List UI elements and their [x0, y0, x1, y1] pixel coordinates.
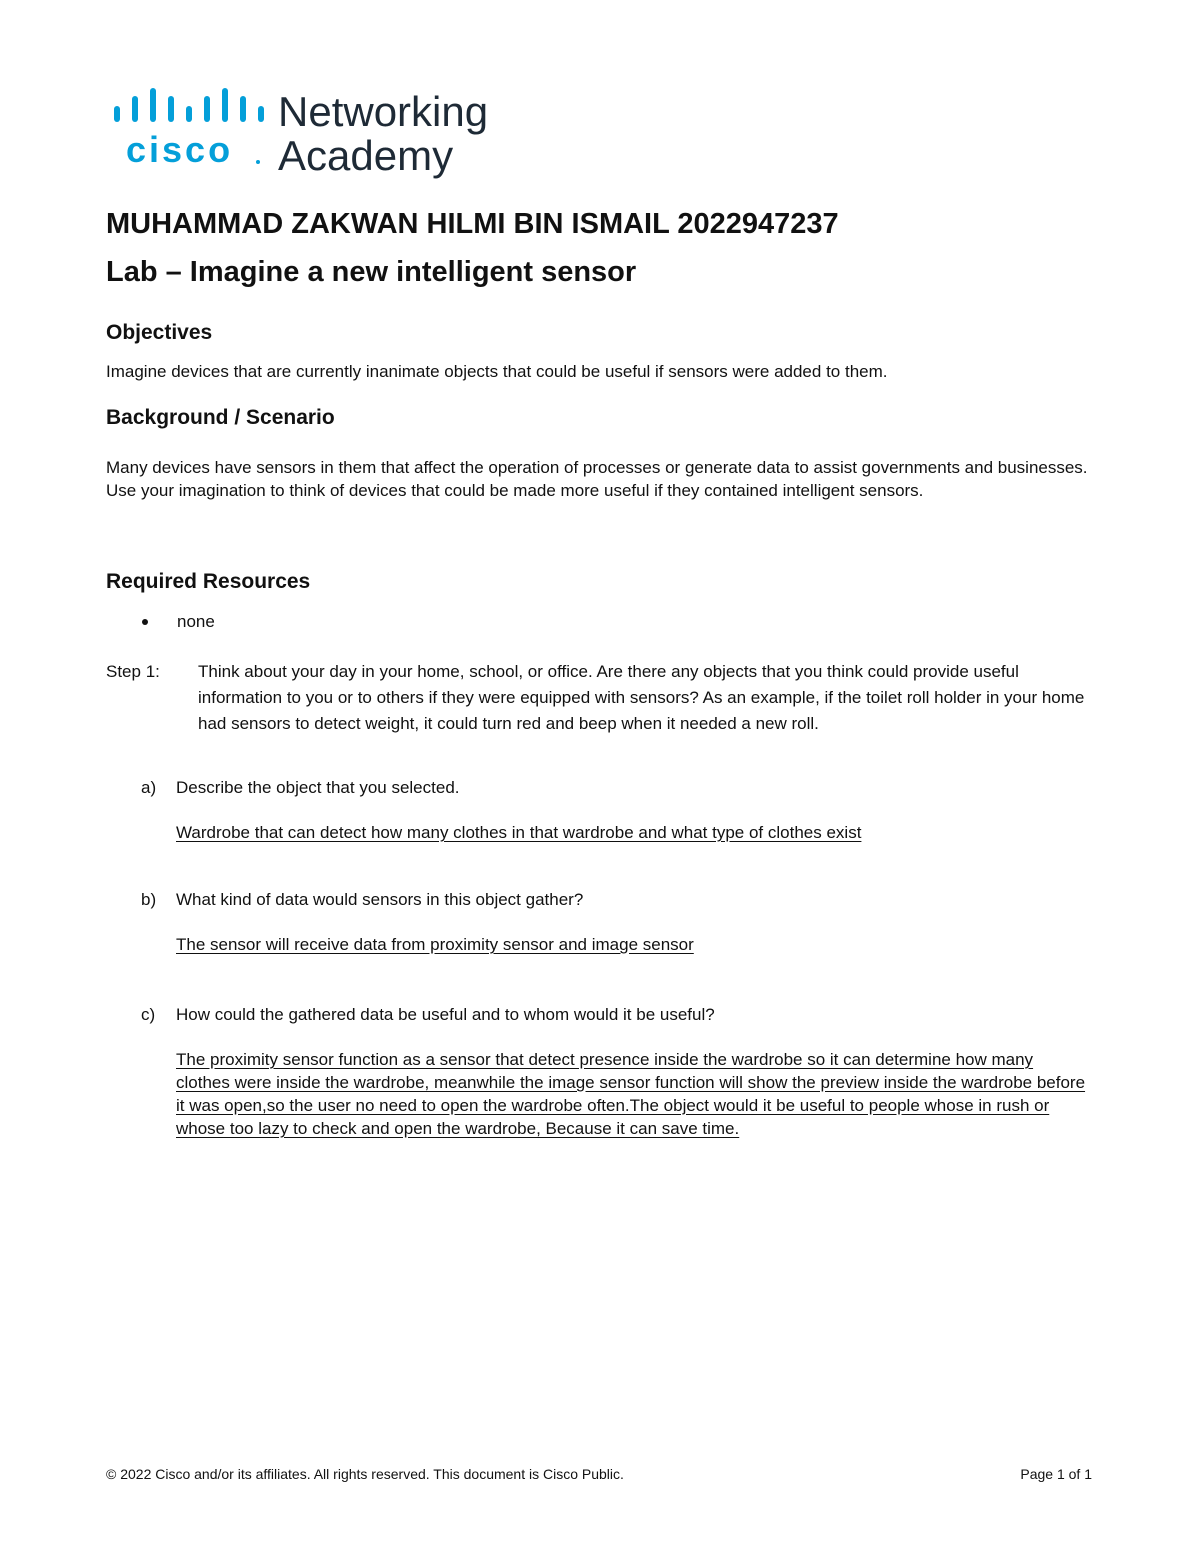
- cisco-networking-academy-logo: [108, 88, 508, 180]
- resource-item-text: none: [177, 612, 215, 631]
- author-line: MUHAMMAD ZAKWAN HILMI BIN ISMAIL 2022947237: [106, 208, 839, 240]
- logo-line-networking: Networking: [278, 88, 489, 135]
- logo-dot: [256, 160, 260, 164]
- question-a-label: a): [141, 778, 157, 797]
- question-c-text: How could the gathered data be useful and to whom would it be useful?: [176, 1005, 715, 1024]
- cisco-bridge-icon: [108, 88, 268, 132]
- logo-line-academy: Academy: [278, 132, 454, 179]
- question-a-text: Describe the object that you selected.: [176, 778, 460, 797]
- question-b-text: What kind of data would sensors in this object gather?: [176, 890, 584, 909]
- step-1-label: Step 1:: [106, 662, 160, 681]
- answer-c-text: The proximity sensor function as a sensor that detect presence inside the wardrobe so it can determine how many clothes were inside the wardrobe, meanwhile the image sensor function will show the preview inside the wardrobe before it was open,so the user no need to open the wardrobe often.The object would it be useful to people whose in rush or whose too lazy to check and open the wardrobe, Because it can save time.: [176, 1050, 1086, 1138]
- question-c-label: c): [141, 1005, 156, 1024]
- resources-heading: Required Resources: [106, 570, 311, 593]
- background-heading: Background / Scenario: [106, 406, 335, 429]
- answer-a-text: Wardrobe that can detect how many clothes in that wardrobe and what type of clothes exist: [176, 823, 862, 842]
- question-b-label: b): [141, 890, 157, 909]
- objectives-text: Imagine devices that are currently inanimate objects that could be useful if sensors were added to them.: [106, 362, 888, 381]
- bullet-icon: [142, 619, 148, 625]
- footer-copyright: © 2022 Cisco and/or its affiliates. All rights reserved. This document is Cisco Public.: [106, 1466, 624, 1482]
- footer-page-number: Page 1 of 1: [1020, 1466, 1092, 1482]
- answer-b-text: The sensor will receive data from proximity sensor and image sensor: [176, 935, 694, 954]
- page-title: Lab – Imagine a new intelligent sensor: [106, 256, 637, 288]
- logo-brand-text: cisco: [126, 129, 234, 170]
- objectives-heading: Objectives: [106, 321, 213, 344]
- step-1-text: Think about your day in your home, school, or office. Are there any objects that you think could provide useful information to you or to others if they were equipped with sensors? As an example, if the toilet roll holder in your home had sensors to detect weight, it could turn red and beep when it needed a new roll.: [198, 662, 1085, 733]
- background-text: Many devices have sensors in them that affect the operation of processes or generate data to assist governments and businesses. Use your imagination to think of devices that could be made more useful if they contained intelligent sensors.: [106, 458, 1088, 500]
